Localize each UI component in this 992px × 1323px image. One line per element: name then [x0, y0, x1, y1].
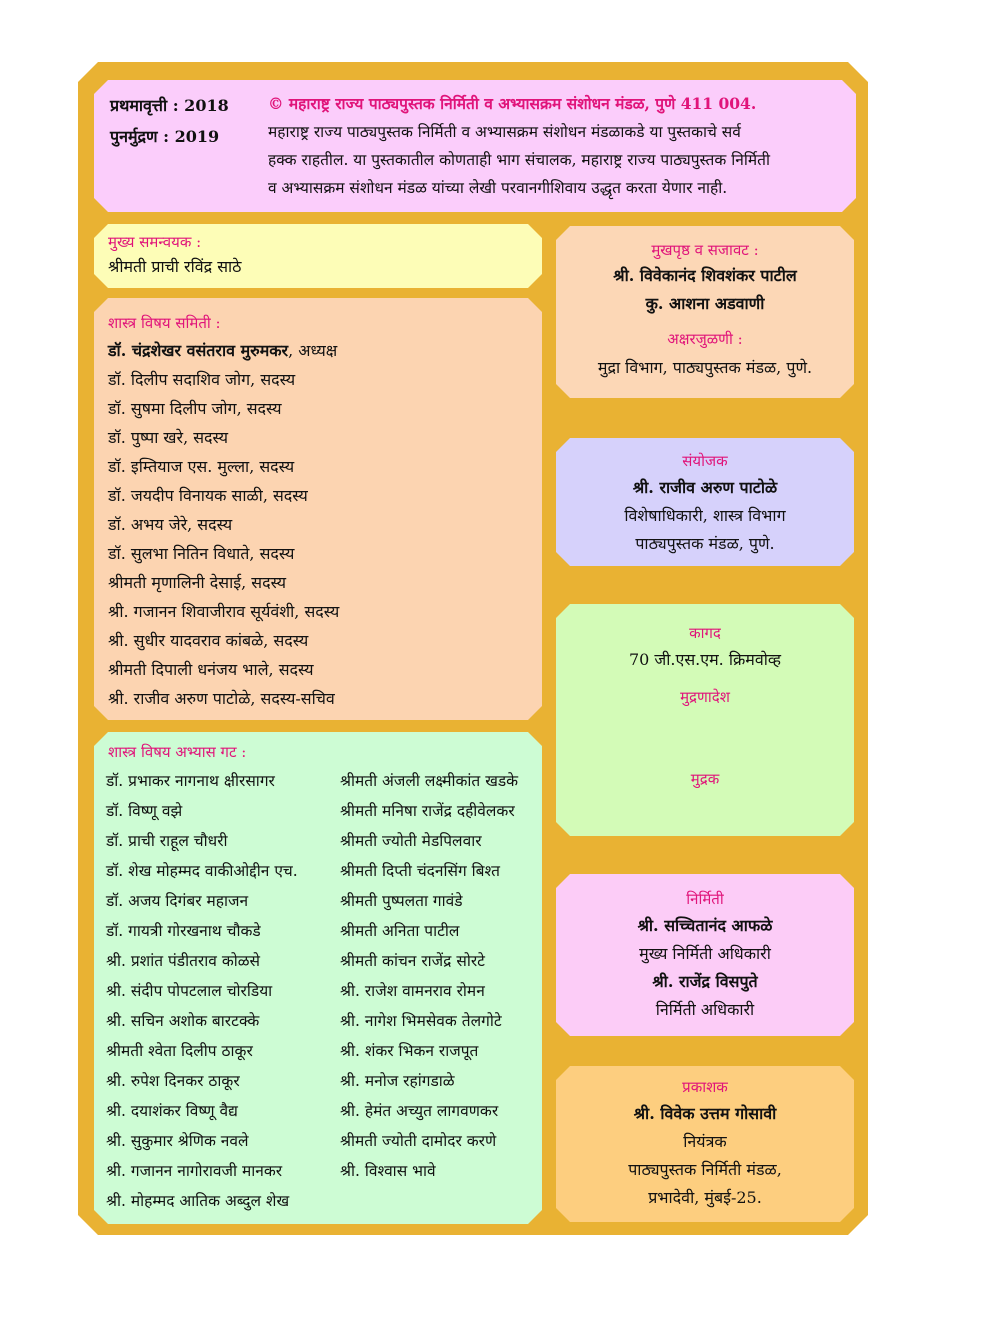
production-role: मुख्य निर्मिती अधिकारी	[639, 944, 771, 963]
study-group-member: श्रीमती अंजली लक्ष्मीकांत खडके	[340, 772, 519, 790]
science-committee-box	[94, 298, 542, 720]
committee-chair-name: डॉ. चंद्रशेखर वसंतराव मुरुमकर	[108, 341, 289, 360]
study-group-member: श्री. दयाशंकर विष्णू वैद्य	[106, 1102, 238, 1120]
edition-copyright-box	[94, 80, 856, 212]
publisher-name: श्री. विवेक उत्तम गोसावी	[633, 1104, 777, 1123]
production-name: श्री. राजेंद्र विसपुते	[652, 972, 758, 991]
coordinator-box	[556, 438, 854, 566]
publisher-title: प्रकाशक	[682, 1078, 728, 1096]
chief-coordinator-box	[94, 224, 542, 288]
study-group-member: श्रीमती दिप्ती चंदनसिंग बिश्त	[340, 862, 500, 880]
production-role: निर्मिती अधिकारी	[655, 1000, 755, 1019]
cover-designer: कु. आशना अडवाणी	[645, 294, 765, 313]
print-order-title: मुद्रणादेश	[680, 688, 730, 706]
committee-member: डॉ. सुषमा दिलीप जोग, सदस्य	[108, 399, 282, 418]
cover-design-box	[556, 226, 854, 398]
cover-designer: श्री. विवेकानंद शिवशंकर पाटील	[613, 266, 797, 285]
publisher-detail: पाठ्यपुस्तक निर्मिती मंडळ,	[628, 1160, 782, 1179]
study-group-member: श्री. शंकर भिकन राजपूत	[340, 1042, 479, 1060]
production-name: श्री. सच्चितानंद आफळे	[637, 916, 773, 935]
study-group-member: श्री. मोहम्मद आतिक अब्दुल शेख	[106, 1192, 290, 1210]
science-study-group-box	[94, 732, 542, 1224]
committee-member: डॉ. पुष्पा खरे, सदस्य	[108, 428, 229, 447]
study-group-member: डॉ. प्रभाकर नागनाथ क्षीरसागर	[106, 772, 275, 790]
paper-box	[556, 604, 854, 836]
rights-line: हक्क राहतील. या पुस्तकातील कोणताही भाग संचालक, महाराष्ट्र राज्य पाठ्यपुस्तक निर्मिती	[268, 151, 770, 169]
production-title: निर्मिती	[686, 890, 724, 908]
study-group-member: डॉ. विष्णू वझे	[106, 802, 183, 820]
study-group-member: श्रीमती ज्योती दामोदर करणे	[340, 1132, 497, 1150]
committee-member: डॉ. इम्तियाज एस. मुल्ला, सदस्य	[108, 457, 295, 476]
study-group-member: श्रीमती मनिषा राजेंद्र दहीवेलकर	[340, 802, 515, 820]
copyright-line: © महाराष्ट्र राज्य पाठ्यपुस्तक निर्मिती व अभ्यासक्रम संशोधन मंडळ, पुणे 411 004.	[268, 94, 757, 113]
coordinator-name: श्री. राजीव अरुण पाटोळे	[632, 478, 778, 497]
committee-member: श्रीमती मृणालिनी देसाई, सदस्य	[108, 573, 287, 592]
committee-chair-role: , अध्यक्ष	[288, 341, 338, 360]
printer-title: मुद्रक	[690, 770, 720, 788]
study-group-member: डॉ. अजय दिगंबर महाजन	[106, 892, 249, 910]
chief-coordinator-name: श्रीमती प्राची रविंद्र साठे	[108, 257, 242, 276]
study-group-member: श्रीमती श्वेता दिलीप ठाकूर	[106, 1042, 253, 1060]
publisher-box	[556, 1066, 854, 1222]
committee-member: श्री. राजीव अरुण पाटोळे, सदस्य-सचिव	[108, 689, 335, 708]
committee-member: श्रीमती दिपाली धनंजय भाले, सदस्य	[108, 660, 314, 679]
committee-title: शास्त्र विषय समिती :	[108, 314, 221, 332]
study-group-member: श्री. विश्वास भावे	[340, 1162, 436, 1180]
committee-member: डॉ. जयदीप विनायक साळी, सदस्य	[108, 486, 308, 505]
paper-value: 70 जी.एस.एम. क्रिमवोव्ह	[628, 650, 782, 669]
paper-title: कागद	[689, 624, 721, 642]
production-box	[556, 874, 854, 1036]
publisher-detail: प्रभादेवी, मुंबई-25.	[648, 1188, 762, 1207]
study-group-member: श्री. गजानन नागोरावजी मानकर	[106, 1162, 283, 1180]
reprint-edition: पुनर्मुद्रण : 2019	[110, 127, 220, 146]
committee-chair	[108, 336, 542, 365]
study-group-left-column	[106, 766, 298, 1216]
committee-member: श्री. सुधीर यादवराव कांबळे, सदस्य	[108, 631, 309, 650]
coordinator-detail: विशेषाधिकारी, शास्त्र विभाग	[624, 506, 786, 525]
coordinator-detail: पाठ्यपुस्तक मंडळ, पुणे.	[635, 534, 775, 553]
coordinator-title: संयोजक	[682, 452, 728, 470]
study-group-right-column	[340, 766, 518, 1186]
study-group-member: डॉ. शेख मोहम्मद वाकीओद्दीन एच.	[106, 862, 298, 880]
typesetting-value: मुद्रा विभाग, पाठ्यपुस्तक मंडळ, पुणे.	[597, 358, 813, 377]
study-group-member: श्री. राजेश वामनराव रोमन	[340, 982, 485, 1000]
study-group-member: श्री. सचिन अशोक बारटक्के	[106, 1012, 260, 1030]
study-group-member: श्री. संदीप पोपटलाल चोरडिया	[106, 982, 273, 1000]
chief-coordinator-title: मुख्य समन्वयक :	[108, 233, 202, 251]
study-group-member: श्री. सुकुमार श्रेणिक नवले	[106, 1132, 249, 1150]
study-group-member: श्री. मनोज रहांगडाळे	[340, 1072, 455, 1090]
study-group-title: शास्त्र विषय अभ्यास गट :	[108, 743, 247, 761]
study-group-member: श्रीमती कांचन राजेंद्र सोरटे	[340, 952, 485, 970]
committee-member: श्री. गजानन शिवाजीराव सूर्यवंशी, सदस्य	[108, 602, 340, 621]
study-group-member: श्रीमती ज्योती मेडपिलवार	[340, 832, 482, 850]
study-group-member: श्री. हेमंत अच्युत लागवणकर	[340, 1102, 499, 1120]
study-group-member: श्रीमती पुष्पलता गावंडे	[340, 892, 463, 910]
study-group-member: श्रीमती अनिता पाटील	[340, 922, 460, 940]
first-edition: प्रथमावृत्ती : 2018	[110, 96, 229, 115]
study-group-member: श्री. रुपेश दिनकर ठाकूर	[106, 1072, 240, 1090]
rights-line: महाराष्ट्र राज्य पाठ्यपुस्तक निर्मिती व अभ्यासक्रम संशोधन मंडळाकडे या पुस्तकाचे सर्व	[268, 123, 741, 141]
publisher-detail: नियंत्रक	[683, 1132, 727, 1151]
committee-member: डॉ. सुलभा नितिन विधाते, सदस्य	[108, 544, 295, 563]
study-group-member: डॉ. गायत्री गोरखनाथ चौकडे	[106, 922, 261, 940]
rights-line: व अभ्यासक्रम संशोधन मंडळ यांच्या लेखी परवानगीशिवाय उद्धृत करता येणार नाही.	[268, 179, 728, 197]
typesetting-title: अक्षरजुळणी :	[667, 330, 743, 348]
study-group-member: डॉ. प्राची राहूल चौधरी	[106, 832, 228, 850]
cover-design-title: मुखपृष्ठ व सजावट :	[651, 241, 759, 259]
study-group-member: श्री. प्रशांत पंडीतराव कोळसे	[106, 952, 261, 970]
committee-member: डॉ. अभय जेरे, सदस्य	[108, 515, 233, 534]
study-group-member: श्री. नागेश भिमसेवक तेलगोटे	[340, 1012, 502, 1030]
committee-member: डॉ. दिलीप सदाशिव जोग, सदस्य	[108, 370, 296, 389]
